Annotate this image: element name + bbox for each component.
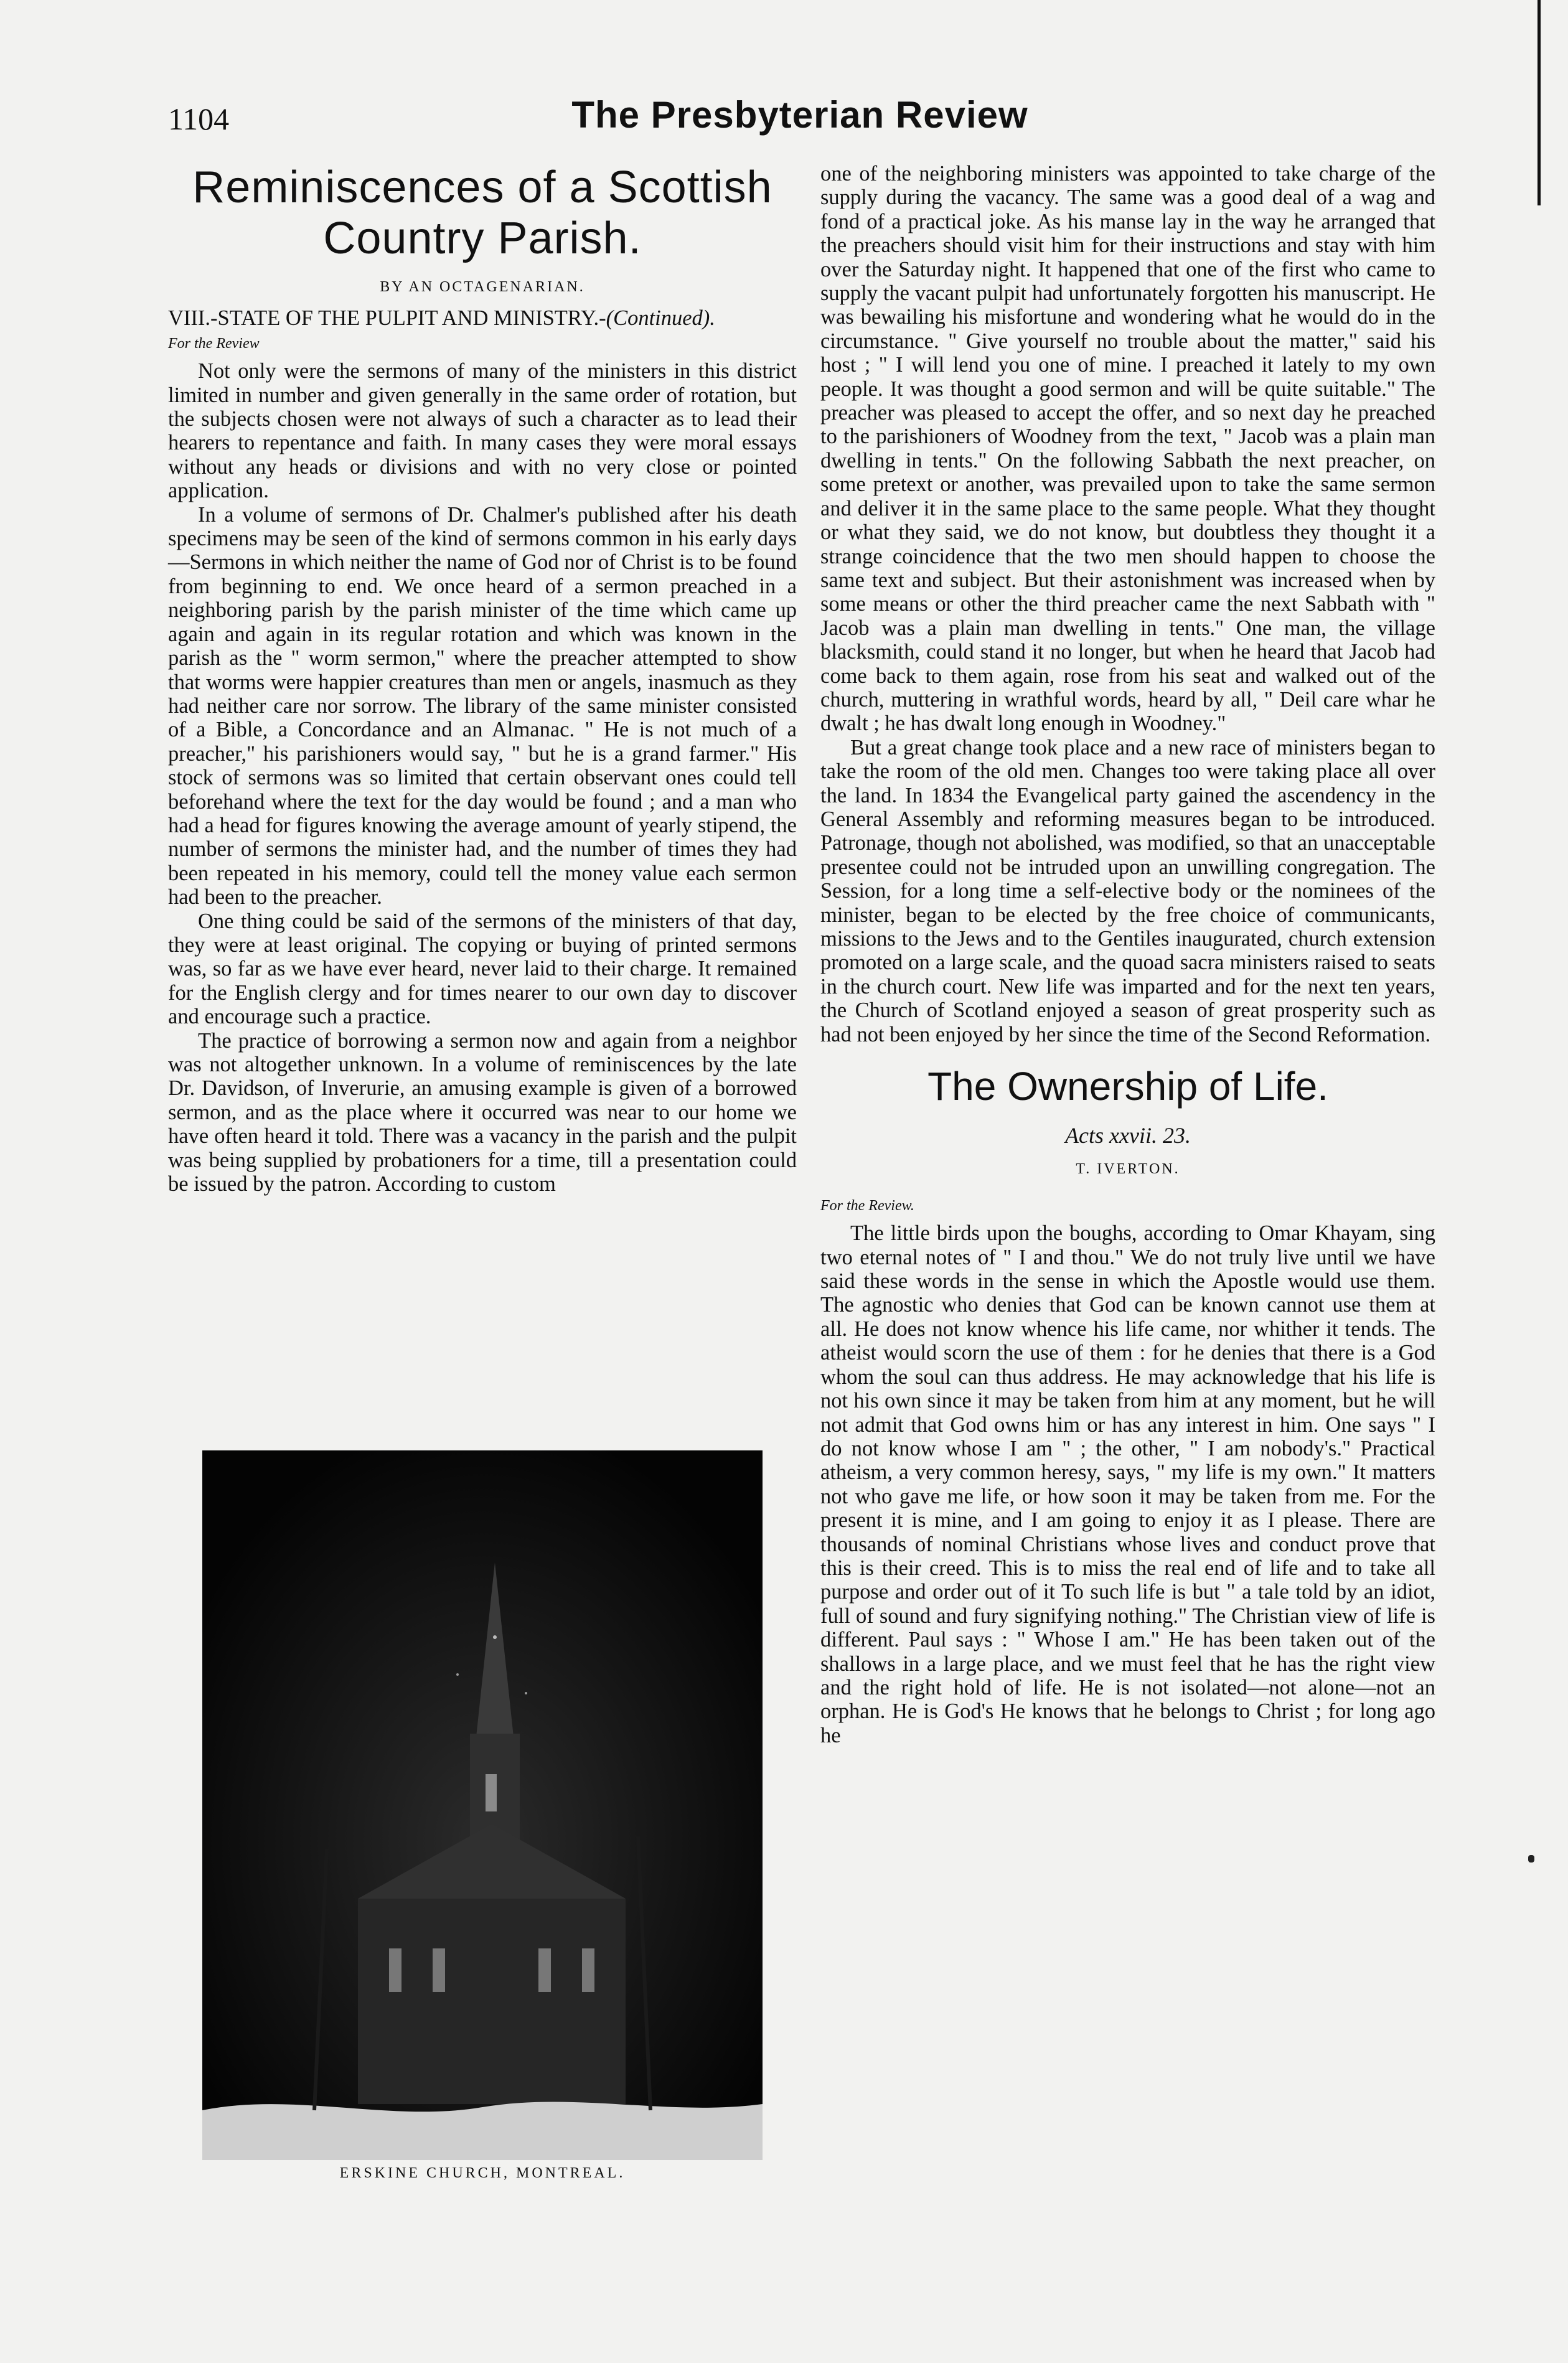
left-column [168,162,797,1196]
for-review-note: For the Review. [820,1197,914,1214]
section-title: -STATE OF THE PULPIT AND MINISTRY.- [210,306,606,331]
church-image [202,1450,763,2160]
running-head: The Presbyterian Review [571,94,1028,136]
paragraph: one of the neighboring ministers was appointed to take charge of the supply during the vacancy. The same was a good deal of a wag and fond of a practical joke. As his manse lay in the way he arranged that the preachers should visit him for their instructions and stay with him over the Saturday night. It happened that one of the first who came to supply the vacant pulpit had unfortunately forgotten his manuscript. He was bewailing his misfortune and wondering what he would do in the circumstance. " Give yourself no trouble about the matter," said his host ; " I will lend you one of mine. I preached it lately to my own people. It was thought a good sermon and will be quite suitable." The preacher was pleased to accept the offer, and so next day he preached to the parishioners of Woodney from the text, " Jacob was a plain man dwelling in tents." On the following Sabbath the next preacher, on some pretext or another, was prevailed upon to take the same sermon and deliver it in the same place to the same people. What they thought or what they said, we do not know, but doubtless they thought it a strange coincidence that the two men should happen to choose the same text and subject. But their astonishment was increased when by some means or other the third preacher came the next Sabbath with " Jacob was a plain man dwelling in tents." One man, the village blacksmith, could stand it no longer, but when he heard that Jacob had come back to them again, rose from his seat and walked out of the church, muttering in wrathful words, heard by all, " Deil care whar he dwalt ; he has dwalt long enough in Woodney." [820,162,1435,736]
paragraph: Not only were the sermons of many of the ministers in this district limited in number and given generally in the same order of rotation, but the subjects chosen were not always of such a character as to lead their hearers to repentance and faith. In many cases they were moral essays without any heads or divisions and with no very close or pointed application. [168,359,797,503]
page-number: 1104 [168,101,230,136]
margin-rule [1537,0,1541,205]
for-review-note: For the Review [168,335,260,352]
second-article-header [820,1063,1435,1218]
page-header [168,93,1432,149]
paragraph: In a volume of sermons of Dr. Chalmer's published after his death specimens may be seen of the kind of sermons common in his early days—Sermons in which neither the name of God nor of Christ is to be found from beginning to end. We once heard of a sermon preached in a neighboring parish by the parish minister of the time which came up again and again in its regular rotation and which was known in the parish as the " worm sermon," where the preacher attempted to show that worms were happier creatures than men or angels, inasmuch as they had neither care nor sorrow. The library of the same minister consisted of a Bible, a Concordance and an Almanac. " He is not much of a preacher," his parishioners would say, " but he is a grand farmer." His stock of sermons was so limited that certain observant ones could tell beforehand where the text for the day would be found ; and a man who had a head for figures knowing the average amount of yearly stipend, the number of sermons the minister had, and the number of times they had been repeated in his memory, could tell the money value each sermon had been to the preacher. [168,502,797,909]
section-heading [168,306,797,330]
section-continued: (Continued). [606,306,715,331]
author-name: T. IVERTON. [1076,1161,1180,1178]
paragraph: One thing could be said of the sermons of the ministers of that day, they were at least original. The copying or buying of printed sermons was, so far as we have ever heard, never laid to their charge. It remained for the English clergy and for times nearer to our own day to discover and encourage such a practice. [168,909,797,1029]
section-number: VIII. [168,306,211,331]
church-photograph [202,1450,763,2160]
byline: BY AN OCTAGENARIAN. [380,279,585,295]
article-title: Reminiscences of a Scottish Country Parish. [192,162,772,263]
photo-frame [202,1450,763,2160]
ink-speck [1528,1855,1534,1863]
paragraph: But a great change took place and a new race of ministers began to take the room of the old men. Changes too were taking place all over the land. In 1834 the Evangelical party gained the ascendency in the General Assembly and reforming measures began to be introduced. Patronage, though not abolished, was modified, so that an unacceptable presentee could not be intruded upon an unwilling congregation. The Session, for a long time a self-elective body or the nominees of the minister, began to be elected by the free choice of communicants, missions to the Jews and to the Gentiles inaugurated, church extension promoted on a large scale, and the quoad sacra ministers raised to seats in the church court. New life was imparted and for the next ten years, the Church of Scotland enjoyed a season of great prosperity such as had not been enjoyed by her since the time of the Second Reformation. [820,735,1435,1046]
article-title-ownership: The Ownership of Life. [927,1064,1328,1109]
right-column [820,162,1435,1747]
paragraph: The practice of borrowing a sermon now and again from a neighbor was not altogether unknown. In a volume of reminiscences by the late Dr. Davidson, of Inverurie, an amusing example is given of a borrowed sermon, and as the place where it occurred was near to our home we have often heard it told. There was a vacancy in the parish and the pulpit was being supplied by probationers for a time, till a presentation could be issued by the patron. According to custom [168,1028,797,1196]
photo-caption: ERSKINE CHURCH, MONTREAL. [339,2165,626,2181]
scripture-reference: Acts xxvii. 23. [1065,1123,1191,1149]
paragraph: The little birds upon the boughs, according to Omar Khayam, sing two eternal notes of " I and thou." We do not truly live until we have said these words in the sense in which the Apostle would use them. The agnostic who denies that God can be known cannot use them at all. He does not know whence his life came, nor whither it tends. The atheist would scorn the use of them : for he denies that there is a God whom the soul can thus address. He may acknowledge that his life is not his own since it may be taken from him at any moment, but he will not admit that God owns him or has any interest in him. One says " I do not know whose I am " ; the other, " I am nobody's." Practical atheism, a very common heresy, says, " my life is my own." It matters not who gave me life, or how soon it may be taken from me. For the present it is mine, and I am going to enjoy it as I please. There are thousands of nominal Christians whose lives and conduct prove that this is their creed. This is to miss the real end of life and to take all purpose and order out of it To such life is but " a tale told by an idiot, full of sound and fury signifying nothing." The Christian view of life is different. Paul says : " Whose I am." He has been taken out of the shallows in a large place, and we must feel that he has the right view and the right hold of life. He is not isolated—not alone—not an orphan. He is God's He knows that he belongs to Christ ; for long ago he [820,1221,1435,1747]
